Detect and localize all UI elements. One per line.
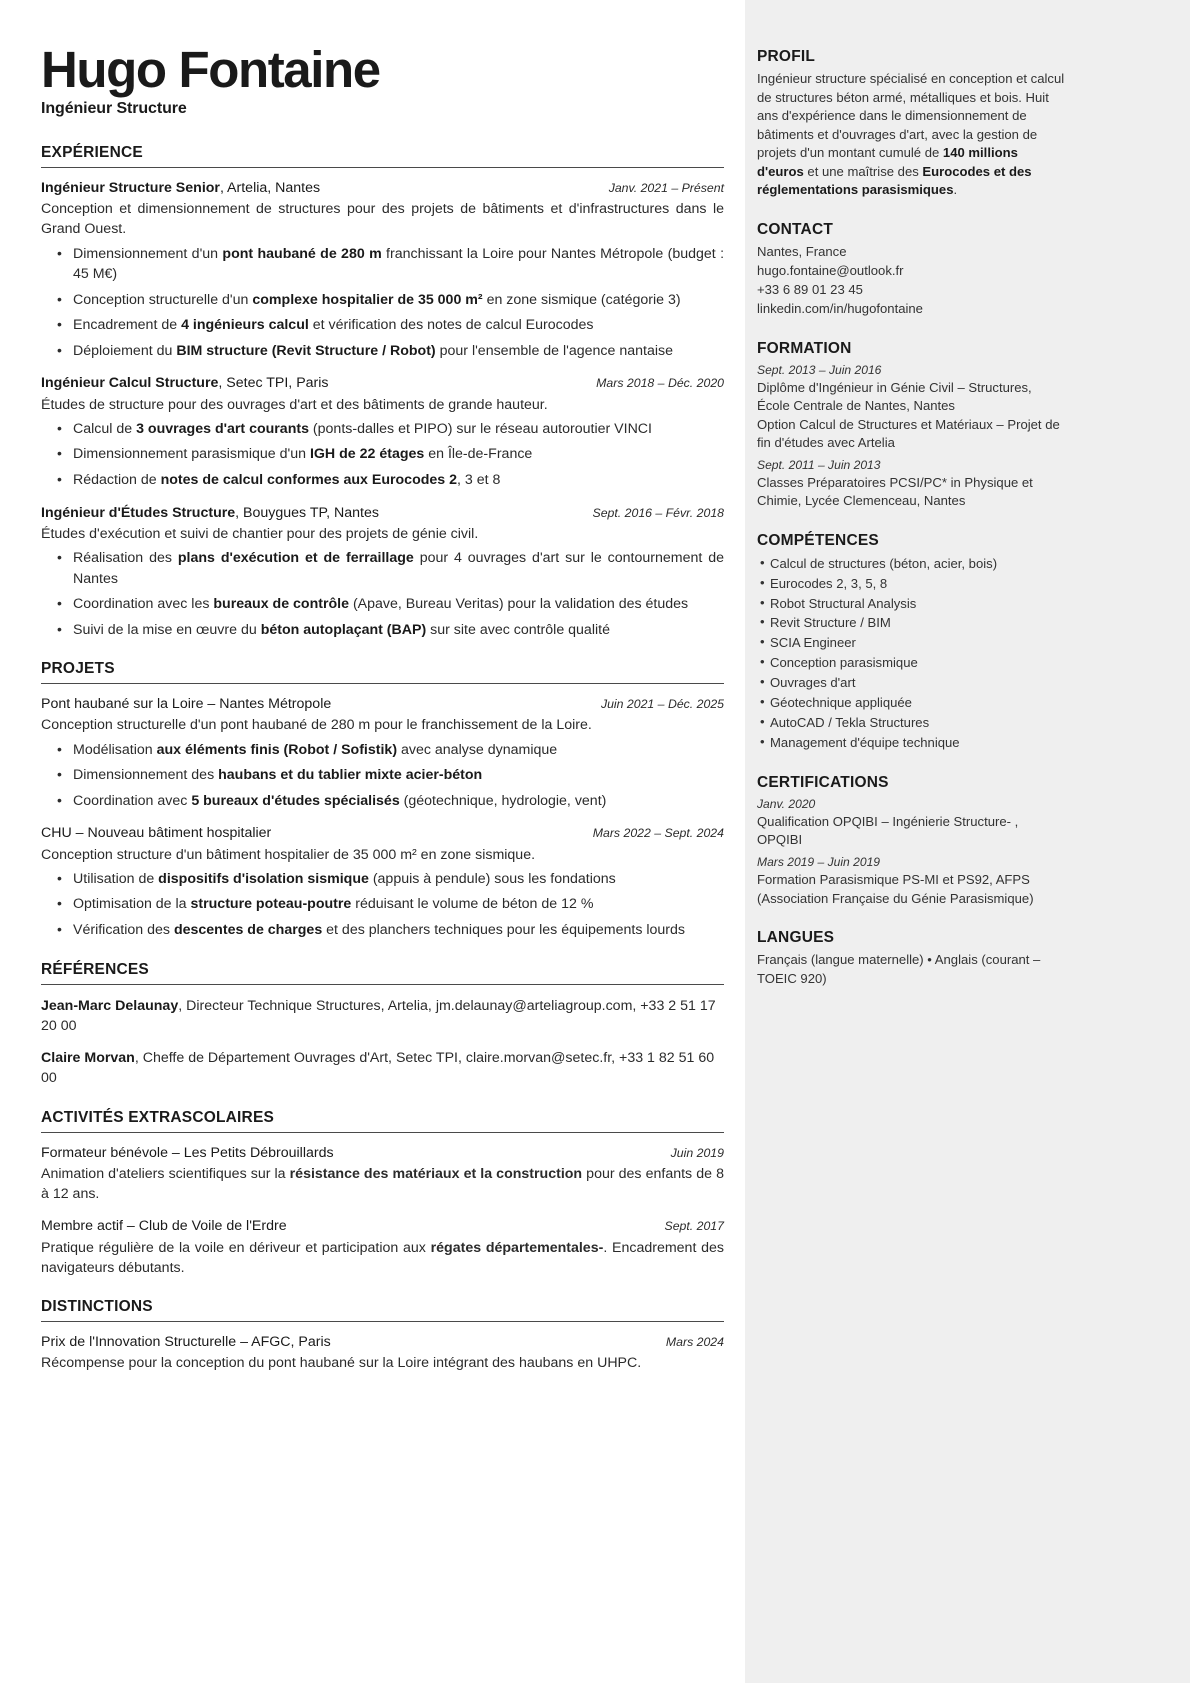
- bullet-item: [71, 548, 724, 589]
- reference-item: [41, 996, 724, 1037]
- section-title-experience: EXPÉRIENCE: [41, 144, 143, 162]
- entry-date: Juin 2019: [670, 1145, 724, 1160]
- entry-header: [41, 504, 724, 523]
- entry-title: [41, 1333, 331, 1352]
- certification-name: Qualification OPQIBI – Ingénierie Structure- , OPQIBI: [757, 813, 1019, 847]
- experience-entry: [41, 374, 724, 490]
- page-title: Hugo Fontaine: [41, 41, 380, 98]
- bullet-item: [71, 419, 724, 440]
- activity-entry: [41, 1144, 724, 1204]
- bullet-emphasis: notes de calcul conformes aux Eurocodes 2: [160, 471, 458, 488]
- contact-list: [757, 243, 1065, 319]
- entry-date: Mars 2024: [665, 1334, 724, 1349]
- bullet-text: Calcul de: [73, 420, 137, 437]
- skill-item: • Ouvrages d'art: [770, 673, 1065, 693]
- entry-header: [41, 695, 724, 714]
- entry-description: [41, 1164, 724, 1204]
- reference-name: Claire Morvan: [41, 1049, 135, 1066]
- bullet-list: [41, 244, 724, 362]
- skill-item: • Management d'équipe technique: [770, 733, 1065, 753]
- entry-header: [41, 824, 724, 843]
- sidebar-title-education: FORMATION: [757, 339, 852, 357]
- profile-highlight-1: 140 millions d'euros: [757, 145, 1018, 179]
- skill-item: • Robot Structural Analysis: [770, 594, 1065, 614]
- bullet-emphasis: descentes de charges: [173, 921, 323, 938]
- activity-text: Pratique régulière de la voile en dériveur et participation aux: [41, 1239, 431, 1256]
- section-title-awards: DISTINCTIONS: [41, 1297, 153, 1315]
- entry-title: [41, 374, 329, 393]
- entry-title: [41, 1217, 287, 1236]
- bullet-text: (appuis à pendule) sous les fondations: [368, 870, 616, 887]
- entry-description: Récompense pour la conception du pont haubané sur la Loire intégrant des haubans en UHPC.: [41, 1355, 642, 1372]
- certification-name: Formation Parasismique PS-MI et PS92, AFPS (Association Française du Génie Parasismique): [757, 872, 1034, 906]
- bullet-text: sur site avec contrôle qualité: [426, 621, 610, 638]
- contact-line: Nantes, France: [757, 244, 847, 260]
- bullet-text: pour 4 ouvrages d'art sur le contournement de Nantes: [73, 549, 724, 587]
- bullet-emphasis: BIM structure (Revit Structure / Robot): [176, 342, 436, 359]
- profile-part-1: Ingénieur structure spécialisé en conception et calcul de structures béton armé, métalliques et bois. Huit ans d'expérience dans le dimensionnement de bâtiments et d'ouvrages d'art, avec la gestion de projets d'un montant cumulé de: [757, 71, 1065, 161]
- activity-emphasis: résistance des matériaux et la construction: [289, 1166, 583, 1183]
- sidebar-title-contact: CONTACT: [757, 221, 834, 239]
- section-projects: [41, 660, 724, 940]
- entry-title: [41, 695, 331, 714]
- reference-name: Jean-Marc Delaunay: [41, 997, 179, 1014]
- section-divider: [41, 984, 724, 985]
- skills-list: [757, 554, 1065, 753]
- bullet-emphasis: complexe hospitalier de 35 000 m²: [252, 291, 483, 308]
- bullet-text: , 3 et 8: [457, 471, 501, 488]
- entry-description: Conception structurelle d'un pont haubané de 280 m pour le franchissement de la Loire.: [41, 717, 592, 734]
- activity-emphasis: régates départementales-: [430, 1239, 604, 1256]
- sidebar-section-education: [757, 340, 1065, 511]
- entry-header: [41, 1217, 724, 1236]
- entry-title: [41, 179, 320, 198]
- project-entry: [41, 824, 724, 940]
- profile-part-3: .: [953, 182, 958, 198]
- contact-line: hugo.fontaine@outlook.fr: [757, 263, 904, 279]
- bullet-list: [41, 869, 724, 941]
- bullet-text: Coordination avec: [73, 792, 192, 809]
- skill-item: • AutoCAD / Tekla Structures: [770, 713, 1065, 733]
- section-title-activities: ACTIVITÉS EXTRASCOLAIRES: [41, 1108, 275, 1126]
- job-subtitle: Ingénieur Structure: [41, 100, 187, 118]
- bullet-text: (Apave, Bureau Veritas) pour la validation des études: [349, 596, 689, 613]
- bullet-text: Coordination avec les: [73, 596, 214, 613]
- entry-role: Ingénieur Calcul Structure: [41, 375, 219, 392]
- bullet-text: Optimisation de la: [73, 896, 191, 913]
- contact-line: +33 6 89 01 23 45: [757, 282, 863, 298]
- entry-company: , Artelia, Nantes: [219, 180, 321, 197]
- skill-item: • SCIA Engineer: [770, 633, 1065, 653]
- bullet-item: [71, 620, 724, 641]
- bullet-text: Vérification des: [73, 921, 174, 938]
- entry-role: Ingénieur d'Études Structure: [41, 504, 236, 521]
- bullet-emphasis: aux éléments finis (Robot / Sofistik): [156, 741, 398, 758]
- activity-text: . Encadrement des navigateurs débutants.: [41, 1239, 724, 1276]
- languages-text: Français (langue maternelle) • Anglais (courant – TOEIC 920): [757, 951, 1041, 986]
- bullet-emphasis: structure poteau-poutre: [190, 896, 352, 913]
- sidebar-section-skills: [757, 532, 1065, 753]
- entry-company: , Setec TPI, Paris: [218, 375, 329, 392]
- bullet-text: en Île-de-France: [424, 446, 533, 463]
- entry-project-title: Pont haubané sur la Loire – Nantes Métropole: [41, 696, 332, 713]
- profile-part-2: et une maîtrise des: [803, 163, 923, 179]
- entry-activity-title: Formateur bénévole – Les Petits Débrouillards: [41, 1144, 334, 1161]
- bullet-text: Dimensionnement d'un: [73, 245, 223, 262]
- bullet-list: [41, 740, 724, 812]
- bullet-text: Utilisation de: [73, 870, 159, 887]
- awards-list: [41, 1333, 724, 1373]
- bullet-text: Modélisation: [73, 741, 157, 758]
- bullet-item: [71, 470, 724, 491]
- project-entry: [41, 695, 724, 811]
- section-activities: [41, 1109, 724, 1278]
- references-list: [41, 996, 724, 1089]
- section-divider: [41, 167, 724, 168]
- experience-list: [41, 179, 724, 640]
- bullet-text: Suivi de la mise en œuvre du: [73, 621, 261, 638]
- entry-header: [41, 179, 724, 198]
- skill-item: • Géotechnique appliquée: [770, 693, 1065, 713]
- award-entry: [41, 1333, 724, 1373]
- skill-item: • Calcul de structures (béton, acier, bois): [770, 554, 1065, 574]
- experience-entry: [41, 179, 724, 361]
- bullet-item: [71, 244, 724, 285]
- activity-text: pour des enfants de 8 à 12 ans.: [41, 1166, 724, 1203]
- bullet-item: [71, 315, 724, 336]
- bullet-emphasis: plans d'exécution et de ferraillage: [177, 549, 414, 566]
- entry-award-title: Prix de l'Innovation Structurelle – AFGC, Paris: [41, 1333, 331, 1350]
- entry-date: Mars 2018 – Déc. 2020: [596, 376, 724, 391]
- education-note: Option Calcul de Structures et Matériaux – Projet de fin d'études avec Artelia: [757, 416, 1060, 450]
- entry-role: Ingénieur Structure Senior: [41, 180, 220, 197]
- bullet-emphasis: IGH de 22 étages: [309, 446, 425, 463]
- sidebar-section-contact: [757, 221, 1065, 319]
- reference-details: , Cheffe de Département Ouvrages d'Art, Setec TPI, claire.morvan@setec.fr, +33 1 82 51 60 00: [41, 1049, 715, 1087]
- entry-description: [41, 1238, 724, 1278]
- education-degree: Classes Préparatoires PCSI/PC* in Physique et Chimie, Lycée Clemenceau, Nantes: [757, 475, 1033, 509]
- certifications-list: [757, 796, 1065, 908]
- bullet-emphasis: 4 ingénieurs calcul: [181, 317, 309, 334]
- bullet-item: [71, 341, 724, 362]
- reference-item: [41, 1048, 724, 1089]
- bullet-emphasis: pont haubané de 280 m: [222, 245, 382, 262]
- certification-date: Janv. 2020: [757, 796, 816, 811]
- bullet-text: (ponts-dalles et PIPO) sur le réseau autoroutier VINCI: [308, 420, 652, 437]
- bullet-emphasis: haubans et du tablier mixte acier-béton: [218, 767, 483, 784]
- sidebar-title-languages: LANGUES: [757, 928, 835, 946]
- section-title-references: RÉFÉRENCES: [41, 960, 149, 978]
- entry-title: [41, 1144, 334, 1163]
- entry-header: [41, 1333, 724, 1352]
- bullet-list: [41, 419, 724, 491]
- sidebar-title-skills: COMPÉTENCES: [757, 531, 879, 549]
- entry-company: , Bouygues TP, Nantes: [235, 504, 379, 521]
- entry-date: Juin 2021 – Déc. 2025: [600, 697, 724, 712]
- sidebar-section-profile: [757, 48, 1065, 200]
- bullet-item: [71, 920, 724, 941]
- entry-header: [41, 374, 724, 393]
- section-awards: [41, 1298, 724, 1373]
- sidebar-title-certifications: CERTIFICATIONS: [757, 773, 889, 791]
- section-title-projects: PROJETS: [41, 660, 115, 678]
- entry-description: Études de structure pour des ouvrages d'art et des bâtiments de grande hauteur.: [41, 396, 548, 413]
- bullet-text: Déploiement du: [73, 342, 177, 359]
- entry-description: Conception et dimensionnement de structures pour des projets de bâtiments et d'infrastructures dans le Grand Ouest.: [41, 201, 724, 238]
- bullet-text: Réalisation des: [73, 549, 178, 566]
- entry-description: Conception structure d'un bâtiment hospitalier de 35 000 m² en zone sismique.: [41, 846, 536, 863]
- education-degree: Diplôme d'Ingénieur in Génie Civil – Structures, École Centrale de Nantes, Nantes: [757, 379, 1032, 414]
- entry-date: Mars 2022 – Sept. 2024: [592, 826, 724, 841]
- entry-activity-title: Membre actif – Club de Voile de l'Erdre: [41, 1218, 287, 1235]
- bullet-item: [71, 594, 724, 615]
- skill-item: • Conception parasismique: [770, 653, 1065, 673]
- bullet-emphasis: 3 ouvrages d'art courants: [136, 420, 309, 437]
- activity-text: Animation d'ateliers scientifiques sur la: [41, 1166, 290, 1183]
- bullet-text: pour l'ensemble de l'agence nantaise: [435, 342, 673, 359]
- bullet-text: Rédaction de: [73, 471, 161, 488]
- bullet-text: Encadrement de: [73, 317, 182, 334]
- activities-list: [41, 1144, 724, 1278]
- bullet-emphasis: béton autoplaçant (BAP): [260, 621, 427, 638]
- activity-entry: [41, 1217, 724, 1277]
- sidebar: [745, 0, 1190, 1683]
- section-divider: [41, 1132, 724, 1133]
- sidebar-title-profile: PROFIL: [757, 48, 816, 65]
- bullet-text: franchissant la Loire pour Nantes Métropole (budget : 45 M€): [73, 245, 725, 283]
- sidebar-section-languages: [757, 929, 1065, 989]
- reference-details: , Directeur Technique Structures, Artelia, jm.delaunay@arteliagroup.com, +33 2 51 17 20 00: [41, 997, 716, 1035]
- bullet-emphasis: bureaux de contrôle: [213, 596, 349, 613]
- section-references: [41, 961, 724, 1089]
- entry-project-title: CHU – Nouveau bâtiment hospitalier: [41, 825, 272, 842]
- bullet-item: [71, 740, 724, 761]
- profile-highlight-2: Eurocodes et des réglementations parasismiques: [757, 163, 1032, 198]
- bullet-text: Conception structurelle d'un: [73, 291, 253, 308]
- entry-date: Janv. 2021 – Présent: [608, 181, 724, 196]
- bullet-text: avec analyse dynamique: [397, 741, 558, 758]
- section-divider: [41, 1321, 724, 1322]
- projects-list: [41, 695, 724, 940]
- entry-date: Sept. 2017: [664, 1219, 724, 1234]
- education-list: [757, 362, 1065, 511]
- education-date: Sept. 2013 – Juin 2016: [757, 362, 882, 377]
- sidebar-section-certifications: [757, 774, 1065, 908]
- skill-item: • Eurocodes 2, 3, 5, 8: [770, 574, 1065, 594]
- experience-entry: [41, 504, 724, 641]
- bullet-text: et vérification des notes de calcul Eurocodes: [308, 317, 594, 334]
- certification-date: Mars 2019 – Juin 2019: [757, 855, 881, 870]
- entry-description: Études d'exécution et suivi de chantier pour des projets de génie civil.: [41, 525, 479, 542]
- profile-text: [757, 70, 1065, 200]
- skill-item: • Revit Structure / BIM: [770, 613, 1065, 633]
- bullet-text: en zone sismique (catégorie 3): [482, 291, 681, 308]
- bullet-text: Dimensionnement parasismique d'un: [73, 446, 310, 463]
- bullet-emphasis: dispositifs d'isolation sismique: [158, 870, 369, 887]
- bullet-text: (géotechnique, hydrologie, vent): [399, 792, 607, 809]
- bullet-text: Dimensionnement des: [73, 767, 219, 784]
- bullet-item: [71, 791, 724, 812]
- section-divider: [41, 683, 724, 684]
- entry-date: Sept. 2016 – Févr. 2018: [592, 505, 724, 520]
- education-date: Sept. 2011 – Juin 2013: [757, 458, 881, 473]
- bullet-list: [41, 548, 724, 640]
- entry-header: [41, 1144, 724, 1163]
- bullet-item: [71, 894, 724, 915]
- section-experience: [41, 144, 724, 640]
- bullet-item: [71, 869, 724, 890]
- bullet-item: [71, 765, 724, 786]
- entry-title: [41, 504, 379, 523]
- bullet-item: [71, 444, 724, 465]
- bullet-emphasis: 5 bureaux d'études spécialisés: [191, 792, 400, 809]
- bullet-text: réduisant le volume de béton de 12 %: [351, 896, 594, 913]
- bullet-item: [71, 290, 724, 311]
- contact-line: linkedin.com/in/hugofontaine: [757, 301, 923, 316]
- bullet-text: et des planchers techniques pour les équipements lourds: [322, 921, 686, 938]
- entry-title: [41, 824, 271, 843]
